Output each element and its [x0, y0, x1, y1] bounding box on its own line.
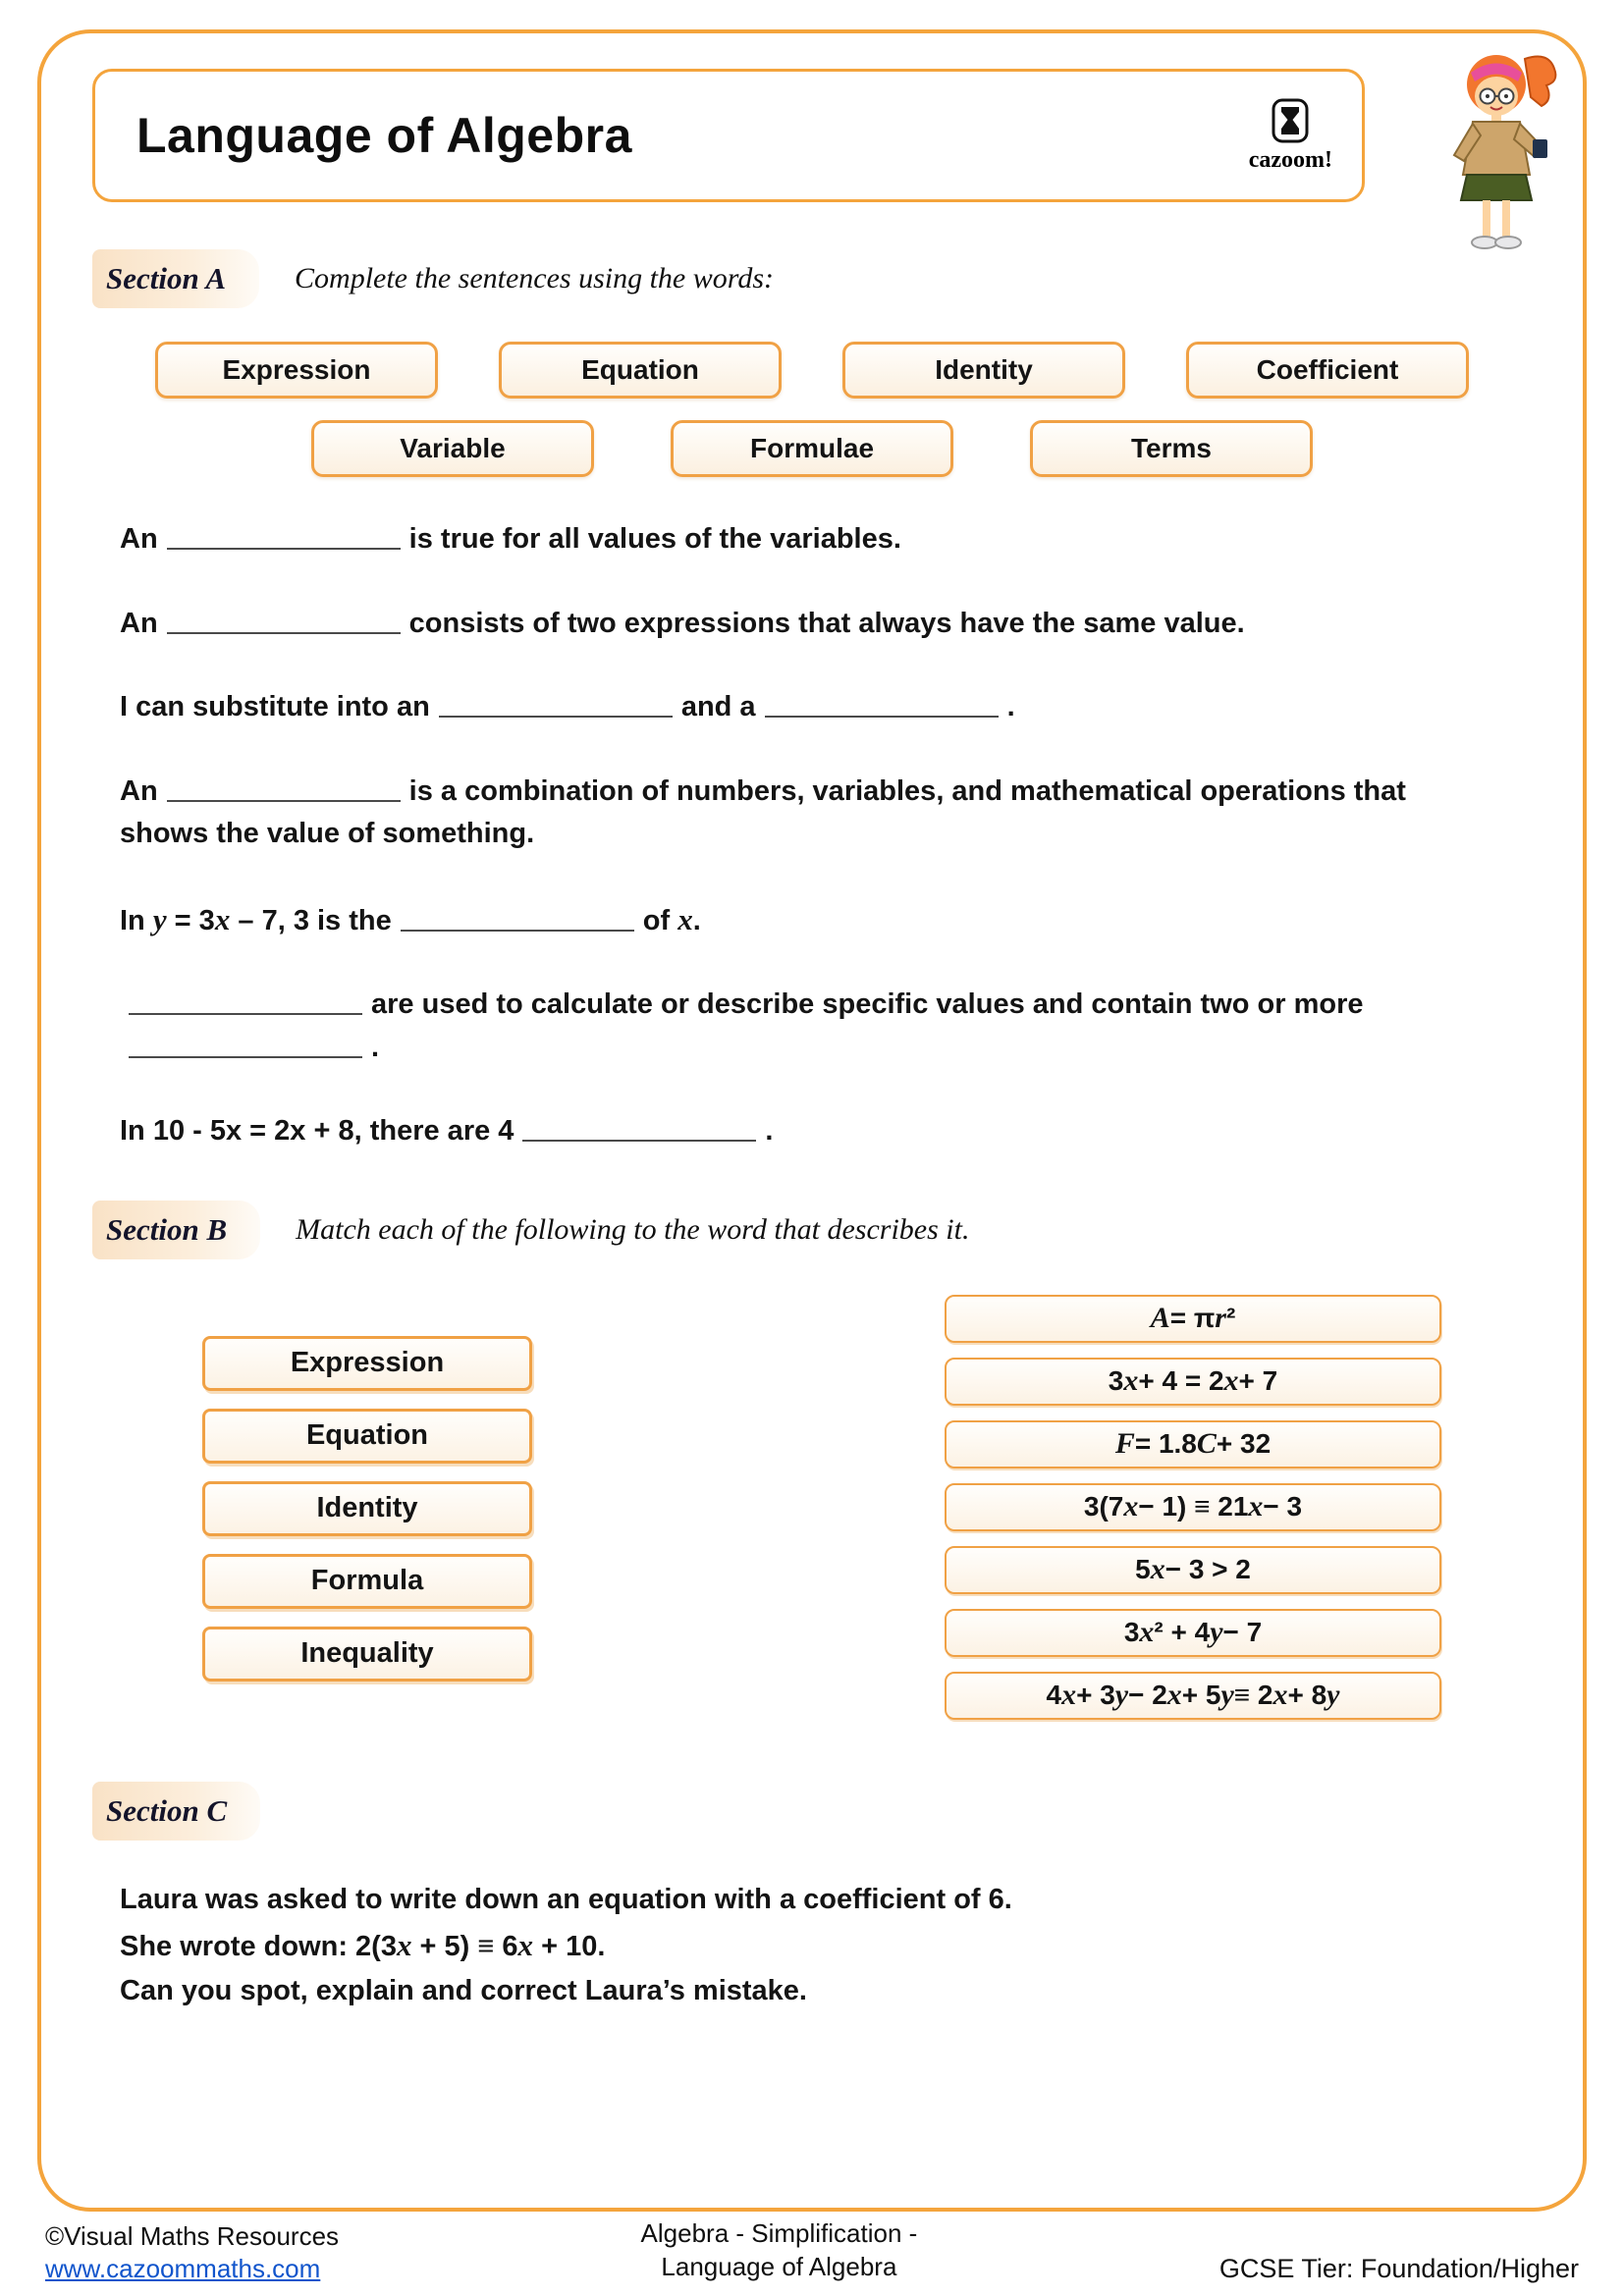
word-bank-terms: Terms [1030, 420, 1313, 477]
section-b-instruction: Match each of the following to the word that describes it. [296, 1212, 970, 1246]
match-term-identity: Identity [202, 1481, 532, 1536]
math-variable: r [1215, 1302, 1226, 1335]
math-variable: x [1166, 1679, 1182, 1712]
section-c-text [120, 1880, 1532, 2012]
copyright-text: ©Visual Maths Resources [45, 2221, 340, 2251]
text-segment: + 7 [1238, 1365, 1278, 1397]
match-expression-1 [945, 1295, 1441, 1343]
text-segment: + 8 [1287, 1680, 1327, 1711]
word-bank-coefficient: Coefficient [1186, 342, 1469, 399]
logo-text: cazoom! [1248, 146, 1332, 173]
section-c-header [92, 1782, 1532, 1841]
text-segment: . [765, 1115, 774, 1148]
sentence-4 [120, 771, 1532, 856]
text-segment: is true for all values of the variables. [408, 523, 901, 555]
text-segment: − 2 [1128, 1680, 1167, 1711]
cazoom-logo [1249, 98, 1332, 174]
sentence-6 [120, 984, 1532, 1069]
answer-blank [439, 698, 673, 718]
text-segment: Can you spot, explain and correct Laura’s mistake. [120, 1974, 807, 2006]
math-variable: x [1061, 1679, 1077, 1712]
text-segment: – 7, 3 is the [230, 904, 392, 936]
text-segment: 3(7 [1083, 1491, 1124, 1522]
math-variable: x [677, 901, 693, 936]
math-variable: y [1326, 1679, 1340, 1712]
text-segment: I can substitute into an [120, 691, 430, 722]
footer-left [45, 2221, 339, 2284]
math-variable: y [1220, 1679, 1234, 1712]
text-segment: . [371, 1031, 380, 1063]
word-bank-row-1 [92, 342, 1532, 399]
section-c-line-2 [120, 1924, 1532, 1967]
match-expression-3 [945, 1420, 1441, 1468]
text-segment: − 1) ≡ 21 [1138, 1491, 1249, 1522]
math-variable: y [1210, 1616, 1223, 1649]
page-border [37, 29, 1587, 2212]
match-term-inequality: Inequality [202, 1627, 532, 1682]
text-segment: + 32 [1216, 1428, 1272, 1460]
match-expression-4 [945, 1483, 1441, 1531]
math-variable: x [1123, 1490, 1139, 1523]
sentence-1 [120, 518, 1532, 561]
match-term-expression: Expression [202, 1336, 532, 1391]
math-variable: C [1196, 1427, 1217, 1461]
word-bank-identity: Identity [842, 342, 1125, 399]
page-title: Language of Algebra [136, 108, 632, 163]
math-variable: A [1150, 1302, 1170, 1335]
text-segment: ² + 4 [1154, 1617, 1211, 1648]
section-a-header [92, 249, 1532, 308]
text-segment: 3 [1123, 1617, 1140, 1648]
match-expression-6 [945, 1609, 1441, 1657]
math-variable: x [1248, 1490, 1264, 1523]
math-variable: x [214, 901, 231, 936]
match-term-formula: Formula [202, 1554, 532, 1609]
cazoom-character-illustration [1424, 43, 1577, 257]
text-segment: consists of two expressions that always have the same value. [408, 607, 1245, 639]
footer [45, 2217, 1579, 2284]
text-segment: of [642, 904, 678, 936]
text-segment: − 3 > 2 [1164, 1554, 1251, 1585]
match-expression-2 [945, 1358, 1441, 1406]
math-variable: y [152, 901, 167, 936]
answer-blank [522, 1122, 756, 1142]
math-variable: x [1223, 1364, 1239, 1398]
text-segment: An [120, 774, 158, 807]
hourglass-icon [1263, 98, 1318, 149]
footer-tier: GCSE Tier: Foundation/Higher [1218, 2254, 1579, 2283]
word-bank-variable: Variable [311, 420, 594, 477]
text-segment: 5 [1135, 1554, 1151, 1585]
section-a-label: Section A [92, 249, 259, 308]
text-segment: Laura was asked to write down an equation with a coefficient of 6. [120, 1883, 1012, 1915]
answer-blank [167, 782, 401, 802]
text-segment: is a combination of numbers, variables, and mathematical operations that [408, 774, 1406, 807]
text-segment: = π [1169, 1303, 1216, 1334]
answer-blank [167, 614, 401, 634]
text-segment: An [120, 523, 158, 555]
text-segment: + 4 = 2 [1138, 1365, 1224, 1397]
text-segment: An [120, 607, 158, 639]
text-segment: are used to calculate or describe specific values and contain two or more [371, 988, 1364, 1021]
text-segment: and a [680, 691, 756, 722]
text-segment: ≡ 2 [1233, 1680, 1273, 1711]
text-segment: . [692, 904, 701, 936]
word-bank-row-2 [92, 420, 1532, 477]
text-segment: + 10. [533, 1930, 606, 1962]
math-variable: x [1272, 1679, 1288, 1712]
text-segment: 4 [1046, 1680, 1062, 1711]
word-bank-expression: Expression [155, 342, 438, 399]
text-segment: In [120, 904, 153, 936]
section-c-line-1 [120, 1880, 1532, 1920]
math-variable: x [1123, 1364, 1139, 1398]
answer-blank [129, 995, 362, 1015]
text-segment: + 5 [1181, 1680, 1221, 1711]
text-segment: . [1006, 691, 1015, 722]
text-segment: She wrote down: 2(3 [120, 1930, 397, 1962]
word-bank-equation: Equation [499, 342, 782, 399]
text-segment: + 5) ≡ 6 [411, 1930, 518, 1962]
fill-in-sentences [120, 518, 1532, 1153]
sentence-3 [120, 686, 1532, 729]
footer-topic-line1: Algebra - Simplification - [640, 2218, 918, 2249]
teacher-girl-icon [1424, 43, 1577, 257]
math-variable: x [1150, 1553, 1165, 1586]
math-variable: x [1139, 1616, 1155, 1649]
text-segment: shows the value of something. [120, 818, 535, 849]
match-term-equation: Equation [202, 1409, 532, 1464]
text-segment: 3 [1108, 1365, 1124, 1397]
match-expressions-column [945, 1295, 1441, 1735]
section-b-label: Section B [92, 1201, 260, 1259]
math-variable: F [1114, 1427, 1135, 1461]
footer-topic-line2: Language of Algebra [661, 2252, 897, 2282]
math-variable: y [1114, 1679, 1129, 1712]
text-segment: In 10 - 5x = 2x + 8, there are 4 [120, 1115, 514, 1148]
text-segment: ² [1225, 1303, 1236, 1334]
answer-blank [401, 912, 634, 932]
sentence-2 [120, 603, 1532, 646]
matching-area [92, 1295, 1532, 1735]
math-variable: x [517, 1927, 534, 1962]
section-a-instruction: Complete the sentences using the words: [295, 262, 774, 294]
section-c-label: Section C [92, 1782, 260, 1841]
math-variable: x [396, 1927, 412, 1962]
match-expression-5 [945, 1546, 1441, 1594]
match-expression-7 [945, 1672, 1441, 1720]
title-box [92, 69, 1365, 202]
text-segment: − 3 [1263, 1491, 1303, 1522]
section-b-header [92, 1201, 1532, 1259]
answer-blank [765, 698, 999, 718]
website-link[interactable]: www.cazoommaths.com [45, 2254, 321, 2283]
text-segment: − 7 [1222, 1617, 1263, 1648]
sentence-7 [120, 1110, 1532, 1153]
text-segment: + 3 [1076, 1680, 1115, 1711]
sentence-5 [120, 897, 1532, 943]
text-segment: = 3 [166, 904, 215, 936]
answer-blank [129, 1039, 362, 1058]
word-bank-formulae: Formulae [671, 420, 953, 477]
section-c-line-3 [120, 1971, 1532, 2011]
match-terms-column [202, 1295, 532, 1735]
footer-topic [641, 2217, 918, 2284]
text-segment: = 1.8 [1134, 1428, 1197, 1460]
answer-blank [167, 530, 401, 550]
